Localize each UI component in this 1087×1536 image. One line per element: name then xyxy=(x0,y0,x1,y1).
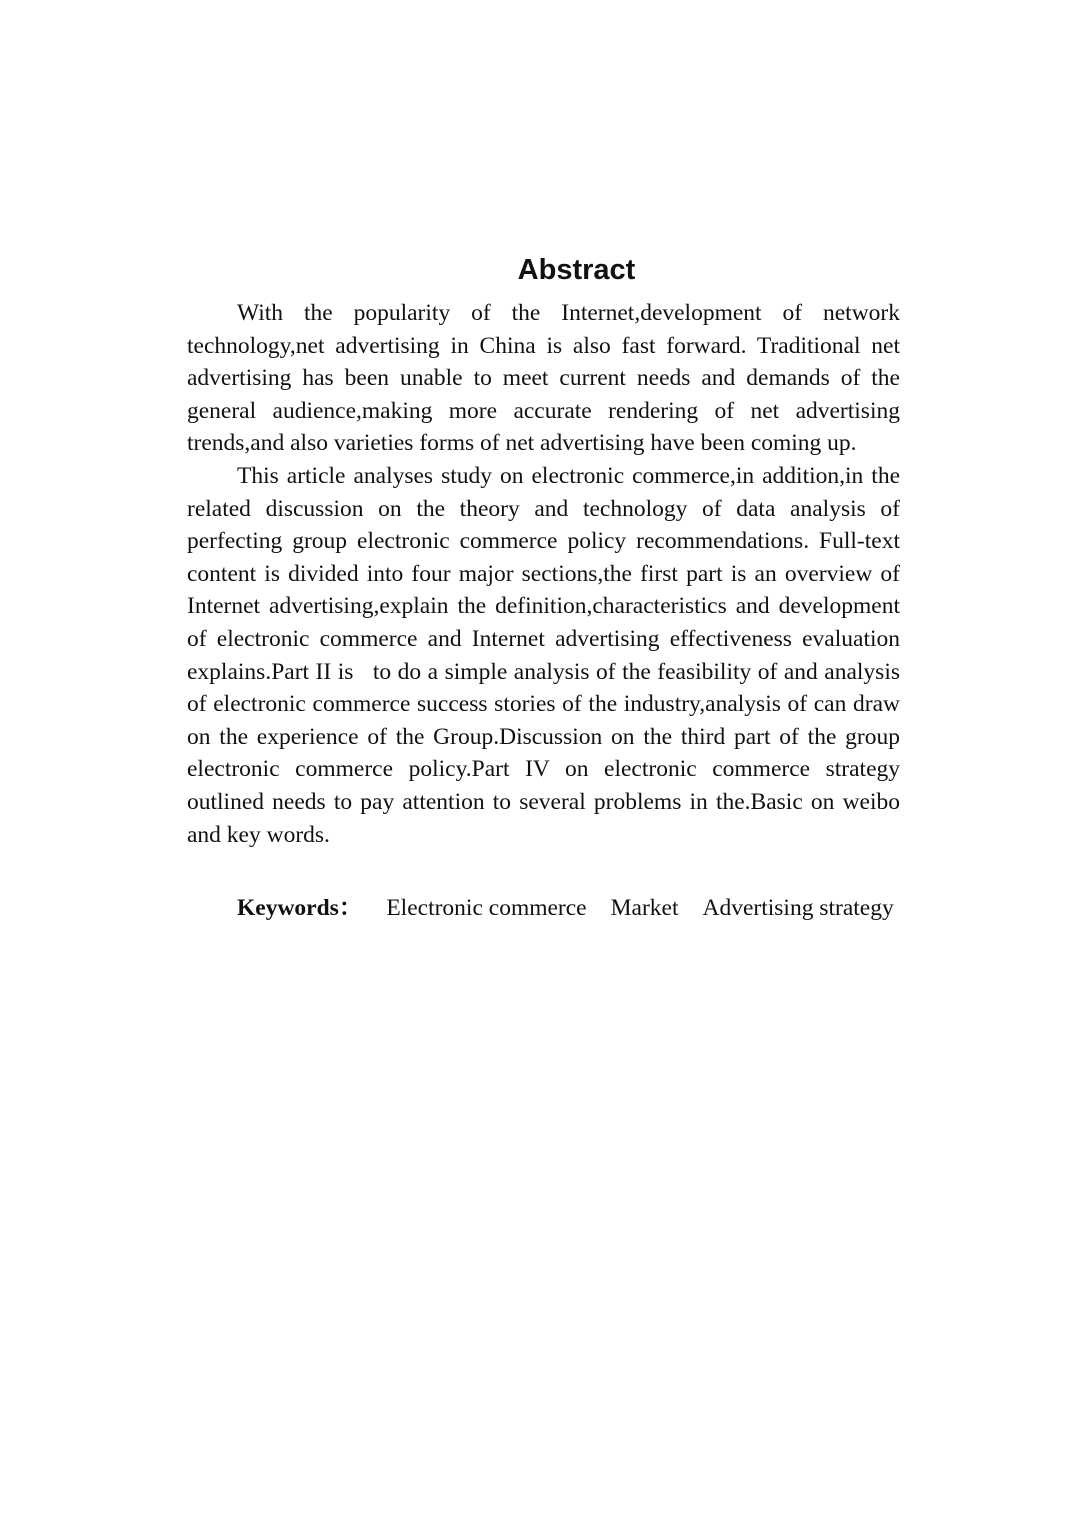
keyword-item: Electronic commerce xyxy=(386,895,587,922)
keyword-item: Market xyxy=(610,895,679,922)
abstract-title: Abstract xyxy=(517,254,636,286)
abstract-section xyxy=(187,250,900,925)
abstract-paragraph-2: This article analyses study on electronic commerce,in addition,in the related discussion on the theory and technology of data analysis of perfecting group electronic commerce policy recommendations. Full-text content is divided into four major sections,the first part is an overview of Internet advertising,explain the definition,characteristics and development of electronic commerce and Internet advertising effectiveness evaluation explains.Part II is to do a simple analysis of the feasibility of and analysis of electronic commerce success stories of the industry,analysis of can draw on the experience of the Group.Discussion on the third part of the group electronic commerce policy.Part IV on electronic commerce strategy outlined needs to pay attention to several problems in the.Basic on weibo and key words. xyxy=(187,462,900,848)
keyword-item: Advertising strategy xyxy=(702,895,894,922)
keywords-label: Keywords： xyxy=(237,895,363,922)
keywords-line xyxy=(237,892,900,925)
abstract-paragraph-1: With the popularity of the Internet,development of network technology,net advertising in China is also fast forward. Traditional net advertising has been unable to meet current needs and demands of the general audience,making more accurate rendering of net advertising trends,and also varieties forms of net advertising have been coming up. xyxy=(187,300,900,457)
